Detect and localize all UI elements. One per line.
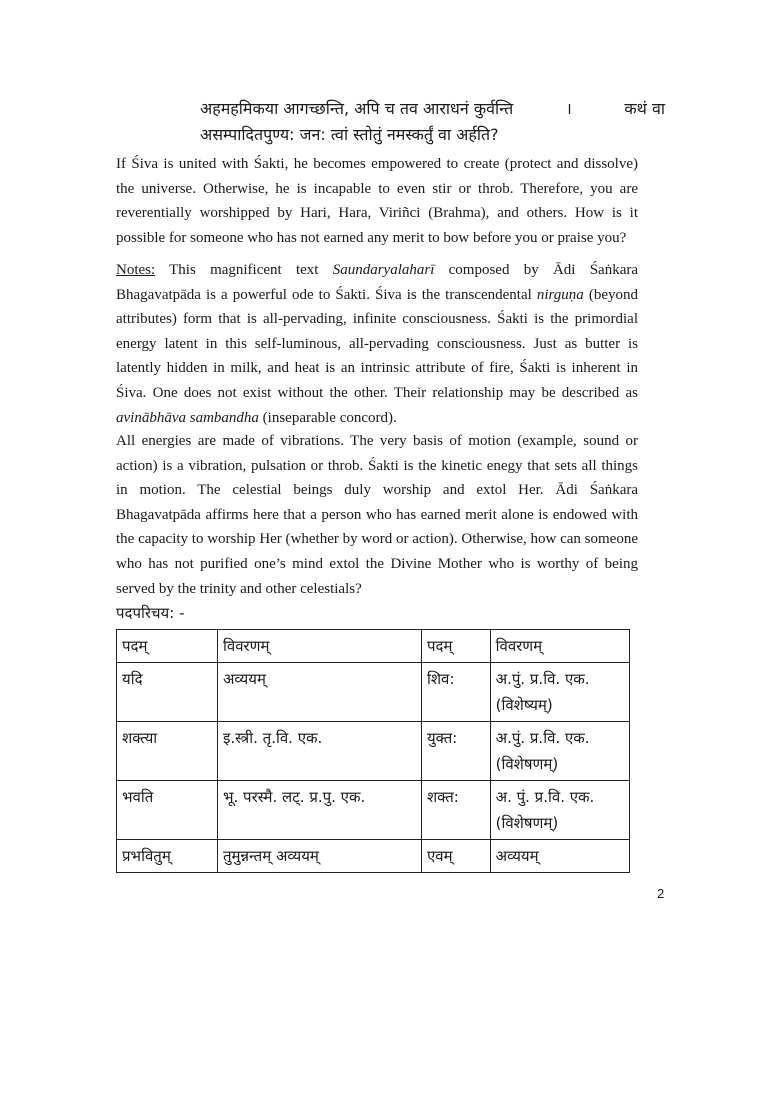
page-number: 2 — [657, 886, 665, 901]
translation-paragraph — [116, 152, 638, 250]
table-cell: अ.पुं. प्र.वि. एक. (विशेष्यम्) — [490, 663, 629, 722]
table-cell: शिव: — [421, 663, 490, 722]
verse-line-1-part-1: अहमहमिकया आगच्छन्ति, अपि च तव आराधनं कुर्वन्ति — [200, 99, 514, 118]
table-cell: भवति — [117, 781, 218, 840]
table-cell: यदि — [117, 663, 218, 722]
table-cell: शक्त: — [421, 781, 490, 840]
table-row — [117, 781, 630, 840]
table-cell: प्रभवितुम् — [117, 840, 218, 873]
table-header-cell: विवरणम् — [217, 630, 421, 663]
notes-t4: (inseparable concord). — [258, 409, 397, 426]
translation-text: If Śiva is united with Śakti, he becomes empowered to create (protect and dissolve) the universe. Otherwise, he is incapable to even stir or throb. Therefore, you are reverentially worshipped by Hari, Hara, Viriñci (Brahma), and others. How is it possible for someone who has not earned any merit to bow before you or praise you? — [116, 156, 638, 246]
notes-label: Notes: — [116, 262, 156, 278]
table-row — [117, 722, 630, 781]
verse-line-1-part-2: कथं वा — [624, 99, 665, 118]
notes-paragraph — [116, 258, 638, 430]
verse-danda: । — [565, 99, 572, 118]
table-cell: युक्त: — [421, 722, 490, 781]
table-cell: शक्त्या — [117, 722, 218, 781]
table-cell: अव्ययम् — [490, 840, 629, 873]
notes-t2: composed by Ādi Śaṅkara Bhagavatpāda is a powerful ode to Śakti. Śiva is the transcendental — [116, 262, 638, 303]
table-cell: भू. परस्मै. लट्. प्र.पु. एक. — [217, 781, 421, 840]
vibration-text: All energies are made of vibrations. The very basis of motion (example, sound or action) is a vibration, pulsation or throb. Śakti is the kinetic enegy that sets all things in motion. The celestial beings duly worship and extol Her. Ādi Śaṅkara Bhagavatpāda affirms here that a person who has earned merit alone is endowed with the capacity to worship Her (whether by word or action). Otherwise, how can someone who has not purified one’s mind extol the Divine Mother who is worthy of being served by the trinity and other celestials? — [116, 433, 638, 597]
table-header-cell: पदम् — [117, 630, 218, 663]
verse-line-1 — [200, 96, 665, 122]
table-cell: इ.स्त्री. तृ.वि. एक. — [217, 722, 421, 781]
notes-t3: (beyond attributes) form that is all-pervading, infinite consciousness. Śakti is the primordial energy latent in this self-luminous, all-pervading consciousness. Just as butter is latently hidden in milk, and heat is an intrinsic attribute of fire, Śakti is inherent in Śiva. One does not exist without the other. Their relationship may be described as — [116, 286, 638, 401]
table-cell: अव्ययम् — [217, 663, 421, 722]
table-row — [117, 663, 630, 722]
table-row — [117, 840, 630, 873]
notes-term-avinabhava: avinābhāva sambandha — [116, 409, 259, 426]
pada-table — [116, 629, 630, 873]
table-cell: एवम् — [421, 840, 490, 873]
verse-line-2: असम्पादितपुण्य: जन: त्वां स्तोतुं नमस्कर्तुं वा अर्हति? — [200, 125, 499, 144]
vibration-paragraph — [116, 429, 638, 601]
notes-term-nirguna: nirguṇa — [536, 286, 584, 303]
table-header-row — [117, 630, 630, 663]
table-cell: तुमुन्नन्तम् अव्ययम् — [217, 840, 421, 873]
table-cell: अ. पुं. प्र.वि. एक. (विशेषणम्) — [490, 781, 629, 840]
notes-text — [116, 258, 638, 430]
notes-t1: This magnificent text — [155, 262, 333, 278]
table-header-cell: पदम् — [421, 630, 490, 663]
pada-parichaya-heading: पदपरिचय: - — [116, 604, 185, 622]
table-header-cell: विवरणम् — [490, 630, 629, 663]
table-cell: अ.पुं. प्र.वि. एक. (विशेषणम्) — [490, 722, 629, 781]
notes-term-saundaryalahari: Saundaryalaharī — [332, 262, 435, 278]
